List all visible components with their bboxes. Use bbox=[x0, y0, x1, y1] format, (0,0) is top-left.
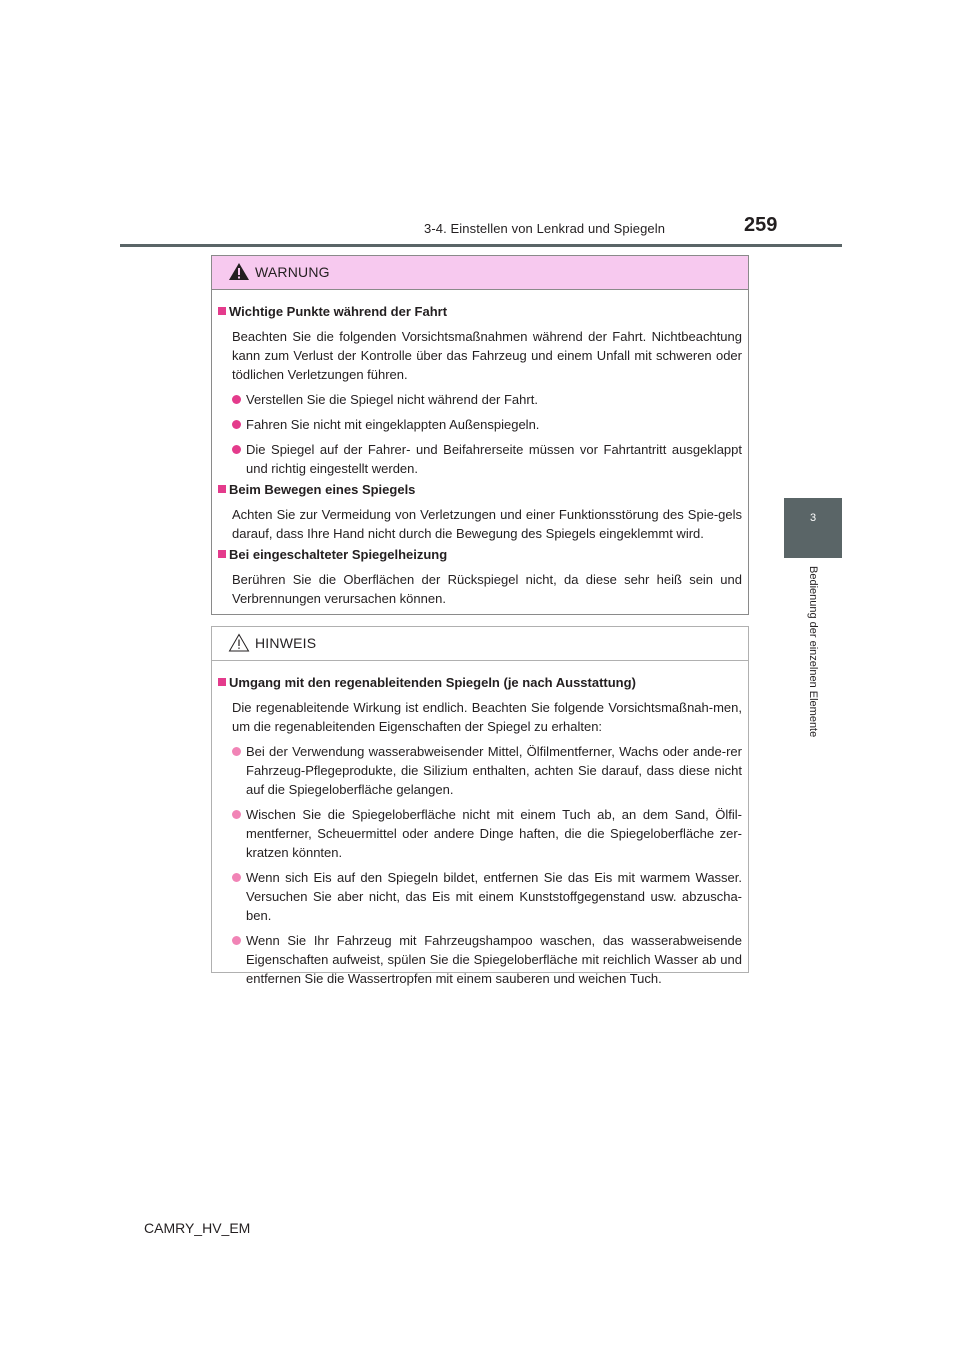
square-bullet-icon bbox=[218, 307, 226, 315]
list-item-text: Die Spiegel auf der Fahrer- und Beifahrerseite müssen vor Fahrtantritt ausgeklappt und richtig eingestellt werden. bbox=[246, 442, 742, 476]
warning-title: WARNUNG bbox=[255, 264, 330, 280]
warning-body bbox=[212, 290, 748, 608]
warning-section-2 bbox=[218, 480, 742, 543]
section-text: Achten Sie zur Vermeidung von Verletzungen und einer Funktionsstörung des Spie-gels darauf, dass Ihre Hand nicht durch die Bewegung des Spiegels eingeklemmt wird. bbox=[232, 507, 742, 541]
list-item-text: Bei der Verwendung wasserabweisender Mittel, Ölfilmentferner, Wachs oder ande-rer Fahrzeug-Pflegeprodukte, die Silizium enthalten, achten Sie darauf, dass diese nicht auf die Spiegeloberfläche gelangen. bbox=[246, 744, 742, 797]
chapter-tab bbox=[784, 498, 842, 558]
notice-box bbox=[211, 626, 749, 986]
page-number: 259 bbox=[744, 214, 778, 236]
square-bullet-icon bbox=[218, 678, 226, 686]
round-bullet-icon bbox=[232, 420, 241, 429]
list-item bbox=[232, 805, 742, 862]
list-item-text: Wenn Sie Ihr Fahrzeug mit Fahrzeugshampoo waschen, das wasserabweisende Eigenschaften aufweist, spülen Sie die Spiegeloberfläche mit reichlich Wasser ab und entfernen Sie die Wassertropfen mit einem sauberen und weichen Tuch. bbox=[246, 933, 742, 986]
round-bullet-icon bbox=[232, 747, 241, 756]
chapter-number: 3 bbox=[809, 512, 817, 524]
section-heading-row bbox=[218, 673, 742, 692]
section-heading-row bbox=[218, 480, 742, 499]
notice-body bbox=[212, 661, 748, 988]
round-bullet-icon bbox=[232, 395, 241, 404]
caution-triangle-icon bbox=[228, 633, 250, 652]
section-heading: Bei eingeschalteter Spiegelheizung bbox=[229, 547, 448, 562]
header-section-title: 3-4. Einstellen von Lenkrad und Spiegeln bbox=[424, 221, 666, 236]
list-item bbox=[232, 868, 742, 925]
round-bullet-icon bbox=[232, 936, 241, 945]
list-item-text: Wenn sich Eis auf den Spiegeln bildet, entfernen Sie das Eis mit warmem Wasser. Versuchen Sie aber nicht, das Eis mit einem Kunststoffgegenstand usw. abzuscha-ben. bbox=[246, 870, 742, 923]
header-rule bbox=[120, 244, 842, 247]
section-heading: Beim Bewegen eines Spiegels bbox=[229, 482, 416, 497]
list-item-text: Fahren Sie nicht mit eingeklappten Außenspiegeln. bbox=[246, 417, 540, 432]
section-text: Die regenableitende Wirkung ist endlich. Beachten Sie folgende Vorsichtsmaßnah-men, um die regenableitenden Eigenschaften der Spiegel zu erhalten: bbox=[232, 700, 742, 734]
list-item-text: Verstellen Sie die Spiegel nicht während der Fahrt. bbox=[246, 392, 538, 407]
section-text: Beachten Sie die folgenden Vorsichtsmaßnahmen während der Fahrt. Nichtbeachtung kann zum Verlust der Kontrolle über das Fahrzeug und einem Unfall mit schweren oder tödlichen Verletzungen führen. bbox=[232, 329, 742, 382]
warning-section-1 bbox=[218, 302, 742, 478]
notice-title: HINWEIS bbox=[255, 635, 317, 651]
chapter-side-label bbox=[784, 566, 842, 766]
square-bullet-icon bbox=[218, 550, 226, 558]
section-text: Berühren Sie die Oberflächen der Rückspiegel nicht, da diese sehr heiß sein und Verbrennungen verursachen können. bbox=[232, 572, 742, 606]
section-heading-row bbox=[218, 302, 742, 321]
list-item bbox=[232, 931, 742, 988]
round-bullet-icon bbox=[232, 810, 241, 819]
section-heading: Wichtige Punkte während der Fahrt bbox=[229, 304, 448, 319]
document-code: CAMRY_HV_EM bbox=[144, 1220, 251, 1236]
square-bullet-icon bbox=[218, 485, 226, 493]
round-bullet-icon bbox=[232, 445, 241, 454]
section-heading: Umgang mit den regenableitenden Spiegeln (je nach Ausstattung) bbox=[229, 675, 636, 690]
chapter-label: Bedienung der einzelnen Elemente bbox=[807, 566, 819, 738]
warning-header bbox=[212, 256, 748, 290]
warning-triangle-icon bbox=[228, 262, 250, 281]
warning-section-3 bbox=[218, 545, 742, 608]
list-item bbox=[232, 440, 742, 478]
warning-box bbox=[211, 255, 749, 615]
list-item bbox=[232, 390, 742, 409]
notice-section-1 bbox=[218, 673, 742, 988]
list-item bbox=[232, 415, 742, 434]
list-item-text: Wischen Sie die Spiegeloberfläche nicht mit einem Tuch ab, an dem Sand, Ölfil-mentferner, Scheuermittel oder andere Dinge haften, die die Spiegeloberfläche zer-kratzen könnten. bbox=[246, 807, 742, 860]
round-bullet-icon bbox=[232, 873, 241, 882]
notice-header bbox=[212, 627, 748, 661]
list-item bbox=[232, 742, 742, 799]
section-heading-row bbox=[218, 545, 742, 564]
